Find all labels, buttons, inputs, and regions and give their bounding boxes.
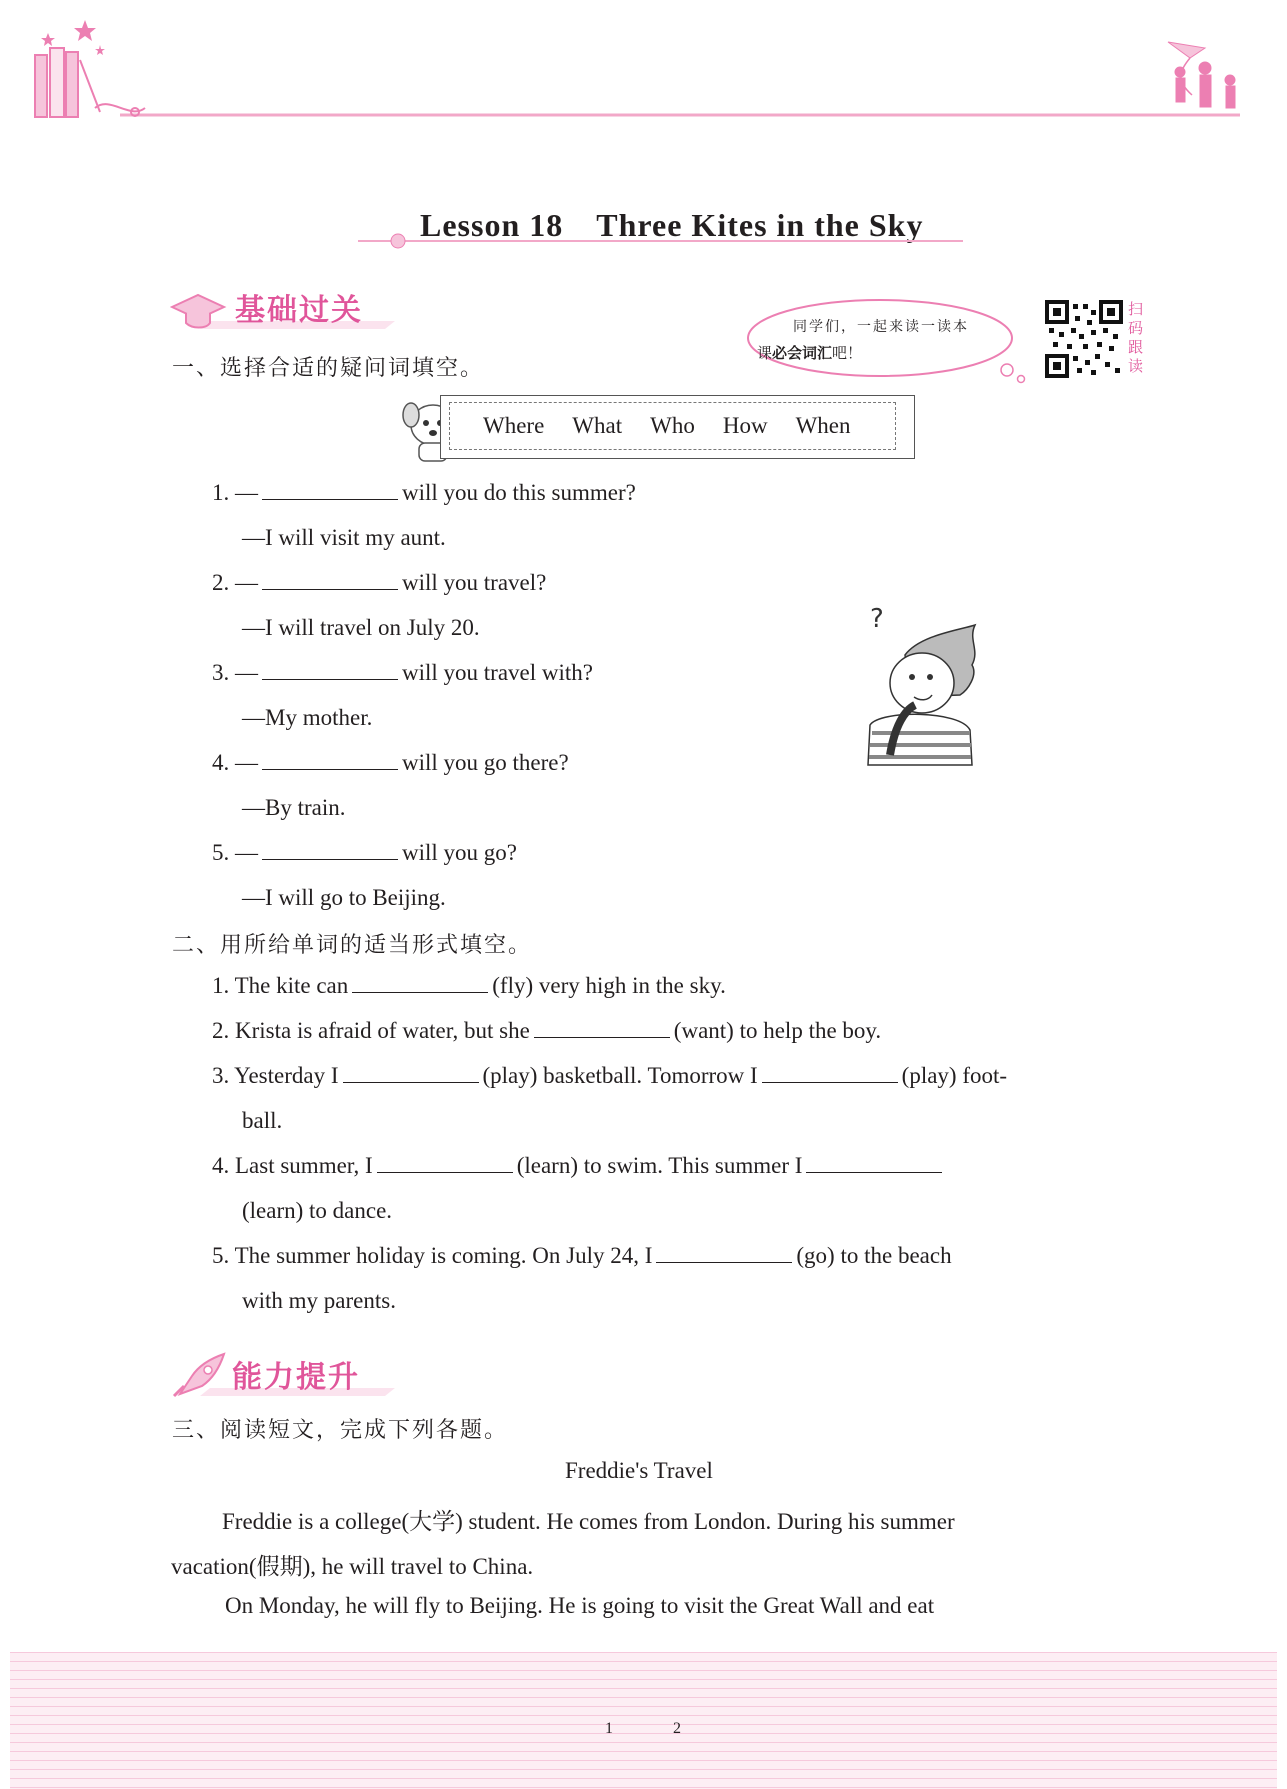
thinking-boy-illustration bbox=[850, 605, 990, 770]
p2-item4 bbox=[212, 1153, 946, 1179]
qr-code-icon bbox=[1045, 300, 1123, 378]
section-banner-ability bbox=[170, 1350, 400, 1400]
speech-bubble-bold: 必会词汇 bbox=[772, 344, 833, 362]
answer-blank[interactable] bbox=[534, 1019, 670, 1038]
p1-item1-a: —I will visit my aunt. bbox=[242, 525, 446, 550]
p2-item5-cont: with my parents. bbox=[242, 1288, 396, 1313]
passage-p1-line1: Freddie is a college(大学) student. He comes from London. During his summer bbox=[222, 1509, 955, 1534]
sentence-text: The summer holiday is coming. On July 24, I bbox=[234, 1243, 653, 1268]
sentence-text: Last summer, I bbox=[235, 1153, 373, 1178]
answer-blank[interactable] bbox=[262, 481, 398, 500]
question-text: will you travel? bbox=[402, 570, 547, 595]
item-number: 3. bbox=[212, 660, 230, 685]
part1-title: 一、选择合适的疑问词填空。 bbox=[172, 356, 485, 381]
section-banner-basic bbox=[170, 283, 400, 333]
books-icon bbox=[35, 48, 145, 117]
part3-title: 三、阅读短文，完成下列各题。 bbox=[172, 1418, 509, 1443]
p1-item5-q: 5. — will you go? bbox=[212, 840, 517, 865]
word-who: Who bbox=[650, 413, 695, 438]
word-box-words bbox=[483, 413, 850, 439]
footer-band bbox=[10, 1652, 1277, 1789]
page-number-digit2: 2 bbox=[673, 1720, 681, 1737]
answer-blank[interactable] bbox=[806, 1154, 942, 1173]
p2-item5 bbox=[212, 1243, 952, 1269]
p1-item3-q: 3. — will you travel with? bbox=[212, 660, 593, 685]
word-where: Where bbox=[483, 413, 545, 438]
answer-blank[interactable] bbox=[262, 841, 398, 860]
p2-item3 bbox=[212, 1063, 1007, 1089]
p2-item3-cont: ball. bbox=[242, 1108, 283, 1133]
item-number: 4. bbox=[212, 750, 230, 775]
svg-text:?: ? bbox=[870, 605, 884, 634]
p2-item2 bbox=[212, 1018, 881, 1044]
header-decoration bbox=[0, 0, 1287, 130]
item-number: 3. bbox=[212, 1063, 230, 1088]
answer-blank[interactable] bbox=[762, 1064, 898, 1083]
passage-p2-line1: On Monday, he will fly to Beijing. He is going to visit the Great Wall and eat bbox=[225, 1593, 935, 1618]
sentence-text: Yesterday I bbox=[234, 1063, 339, 1088]
p1-item2-a: —I will travel on July 20. bbox=[242, 615, 480, 640]
question-text: will you do this summer? bbox=[402, 480, 636, 505]
speech-bubble-line2 bbox=[757, 342, 862, 363]
sentence-text: (go) to the beach bbox=[796, 1243, 952, 1268]
answer-blank[interactable] bbox=[262, 751, 398, 770]
p1-item5-a: —I will go to Beijing. bbox=[242, 885, 446, 910]
word-what: What bbox=[572, 413, 623, 438]
answer-blank[interactable] bbox=[262, 571, 398, 590]
section-banner-ability-text: 能力提升 bbox=[232, 1360, 360, 1395]
sentence-text: (play) basketball. Tomorrow I bbox=[482, 1063, 758, 1088]
sentence-text: (play) foot- bbox=[901, 1063, 1008, 1088]
sentence-text: The kite can bbox=[234, 973, 349, 998]
title-underline bbox=[358, 231, 963, 251]
word-how: How bbox=[722, 413, 768, 438]
qr-code[interactable] bbox=[1045, 300, 1123, 378]
answer-blank[interactable] bbox=[377, 1154, 513, 1173]
p1-item3-a: —My mother. bbox=[242, 705, 373, 730]
question-text: will you go? bbox=[402, 840, 517, 865]
page-number-digit1: 1 bbox=[605, 1720, 613, 1737]
p2-item1 bbox=[212, 973, 726, 999]
part2-title: 二、用所给单词的适当形式填空。 bbox=[172, 933, 533, 958]
item-number: 2. bbox=[212, 570, 230, 595]
answer-blank[interactable] bbox=[343, 1064, 479, 1083]
word-box bbox=[395, 393, 920, 463]
sentence-text: (fly) very high in the sky. bbox=[492, 973, 726, 998]
section-banner-basic-text: 基础过关 bbox=[235, 293, 363, 328]
question-text: will you travel with? bbox=[402, 660, 593, 685]
answer-blank[interactable] bbox=[262, 661, 398, 680]
sentence-text: (want) to help the boy. bbox=[673, 1018, 882, 1043]
sentence-text: Krista is afraid of water, but she bbox=[235, 1018, 530, 1043]
item-number: 5. bbox=[212, 1243, 230, 1268]
speech-bubble-suffix: 吧！ bbox=[832, 344, 863, 362]
p1-item4-q: 4. — will you go there? bbox=[212, 750, 569, 775]
answer-blank[interactable] bbox=[656, 1244, 792, 1263]
word-when: When bbox=[795, 413, 851, 438]
item-number: 2. bbox=[212, 1018, 230, 1043]
p1-item2-q: 2. — will you travel? bbox=[212, 570, 547, 595]
p1-item4-a: —By train. bbox=[242, 795, 346, 820]
item-number: 1. bbox=[212, 480, 230, 505]
speech-bubble bbox=[745, 298, 1015, 380]
item-number: 5. bbox=[212, 840, 230, 865]
speech-bubble-line1: 同学们，一起来读一读本 bbox=[793, 319, 969, 335]
p2-item4-cont: (learn) to dance. bbox=[242, 1198, 393, 1223]
p1-item1-q: 1. — will you do this summer? bbox=[212, 480, 636, 505]
passage-p1-line2: vacation(假期), he will travel to China. bbox=[171, 1554, 534, 1579]
sentence-text: (learn) to swim. This summer I bbox=[516, 1153, 803, 1178]
qr-label: 扫码跟读 bbox=[1128, 300, 1144, 375]
lesson-title: Lesson 18 Three Kites in the Sky bbox=[420, 207, 924, 243]
speech-bubble-prefix: 课 bbox=[757, 344, 773, 362]
item-number: 4. bbox=[212, 1153, 230, 1178]
item-number: 1. bbox=[212, 973, 230, 998]
passage-title: Freddie's Travel bbox=[565, 1458, 713, 1483]
answer-blank[interactable] bbox=[352, 974, 488, 993]
header-ornament-svg bbox=[0, 0, 1287, 130]
children-kite-icon bbox=[1168, 42, 1235, 108]
question-text: will you go there? bbox=[402, 750, 569, 775]
